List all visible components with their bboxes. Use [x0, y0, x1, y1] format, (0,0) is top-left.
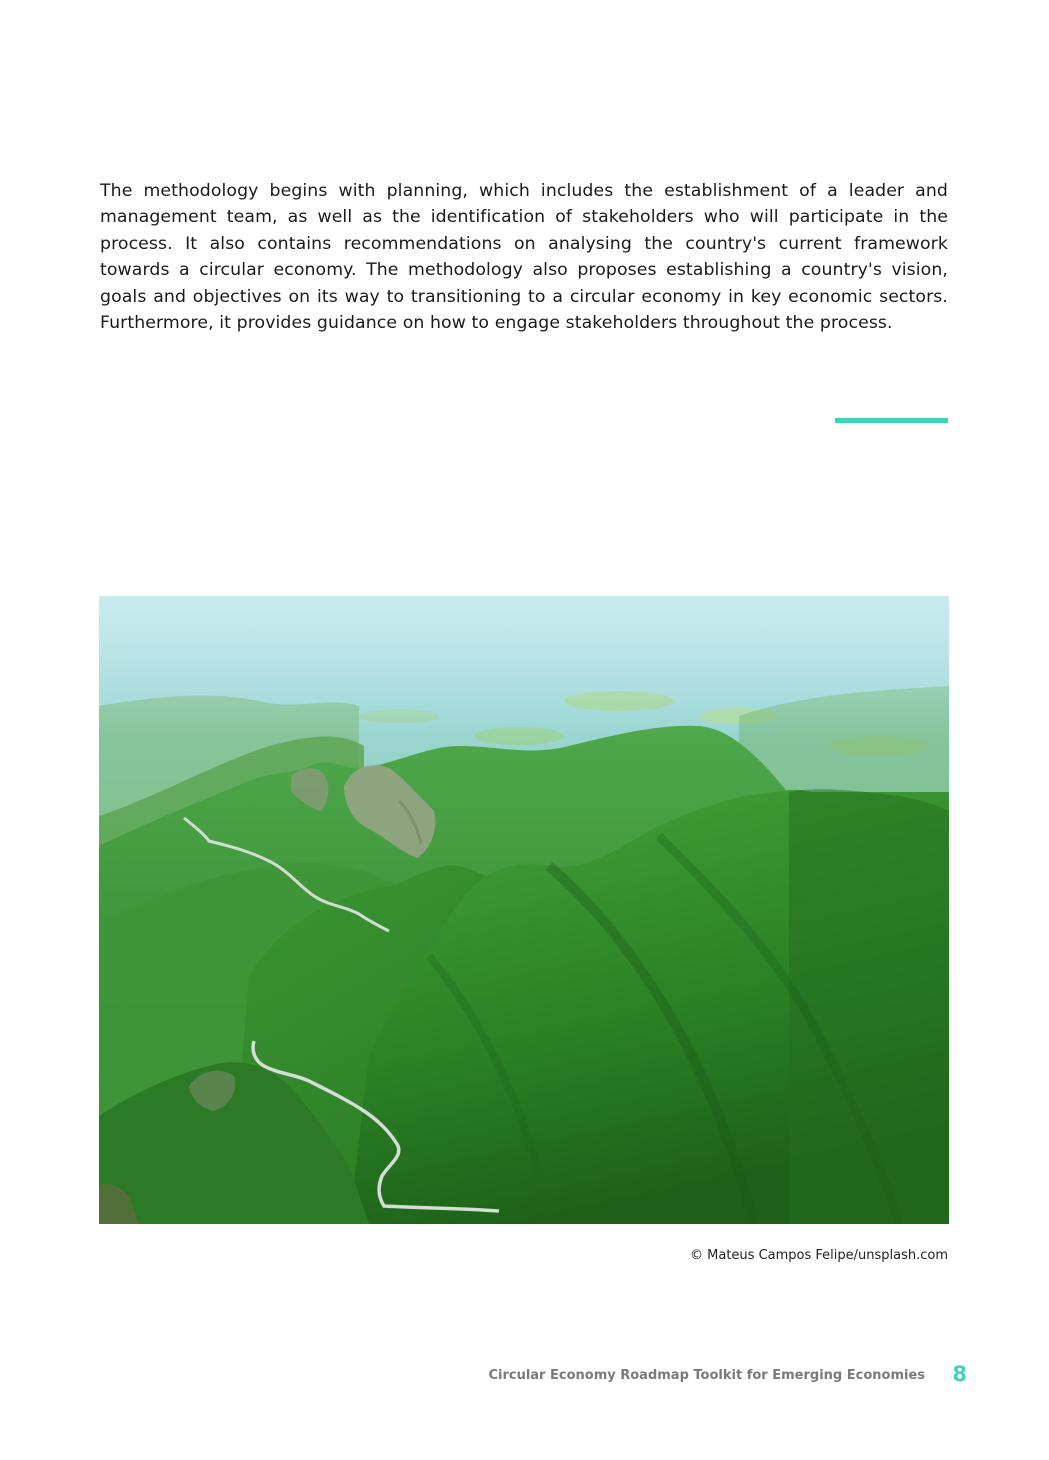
footer-document-title: Circular Economy Roadmap Toolkit for Emerging Economies [488, 1368, 925, 1383]
body-paragraph: The methodology begins with planning, which includes the establishment of a leader and management team, as well as the identification of stakeholders who will participate in the process. It also contains recommendations on analysing the country's current framework towards a circular economy. The methodology also proposes establishing a country's vision, goals and objectives on its way to transitioning to a circular economy in key economic sectors. Furthermore, it provides guidance on how to engage stakeholders throughout the process. [100, 181, 948, 334]
accent-divider [835, 418, 948, 423]
page-number: 8 [952, 1362, 967, 1386]
photo-credit: © Mateus Campos Felipe/unsplash.com [690, 1248, 948, 1263]
mountain-landscape-photo [99, 596, 949, 1224]
